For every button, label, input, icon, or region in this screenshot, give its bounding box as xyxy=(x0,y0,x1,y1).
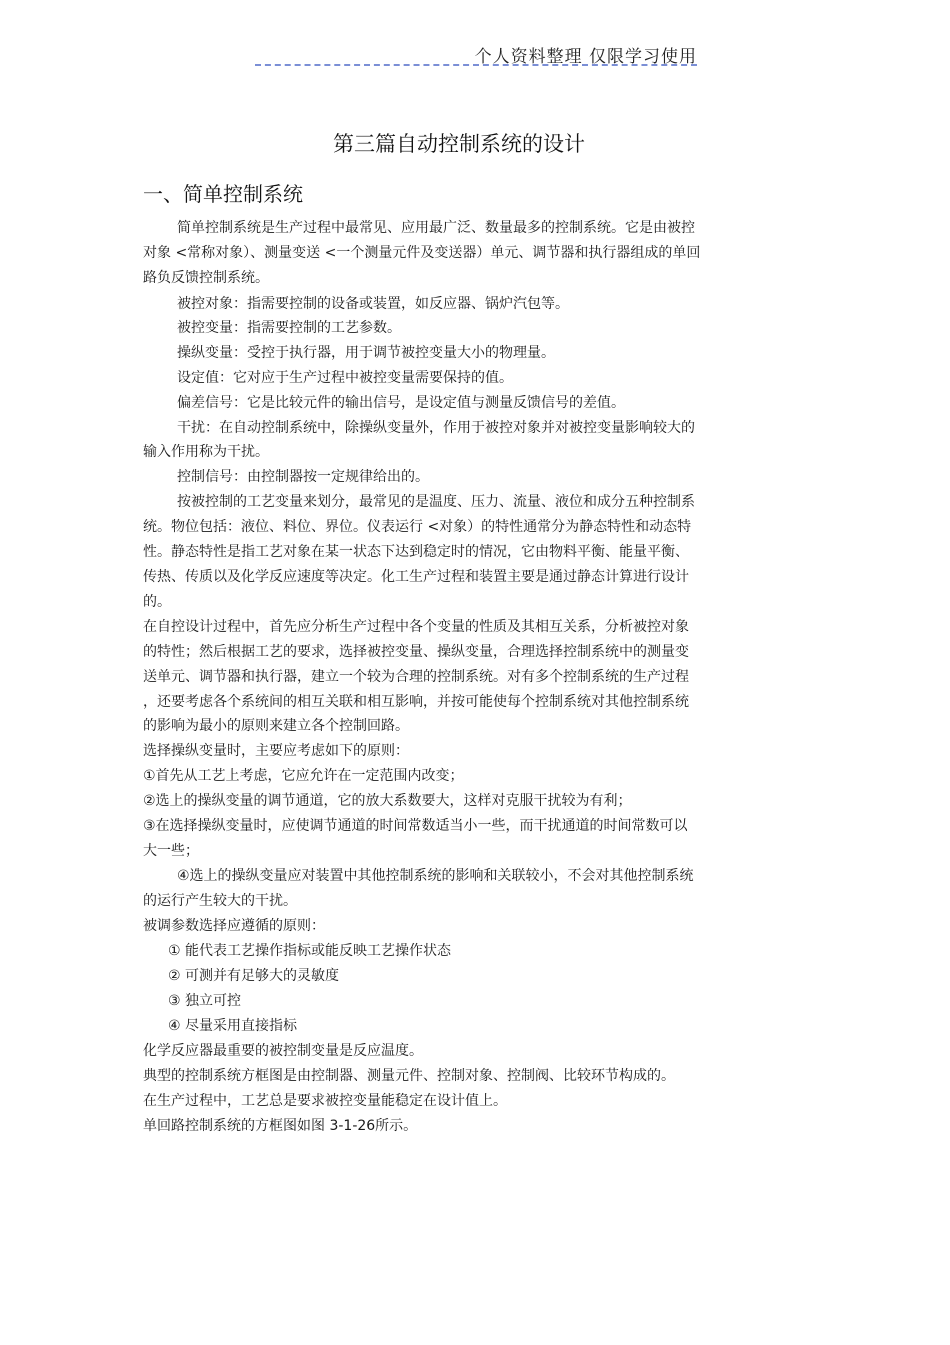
list-item: ② 可测并有足够大的灵敏度 xyxy=(168,968,340,984)
text-line: 在自控设计过程中，首先应分析生产过程中各个变量的性质及其相互关系，分析被控对象 xyxy=(143,619,689,635)
text-line: 传热、传质以及化学反应速度等决定。化工生产过程和装置主要是通过静态计算进行设计 xyxy=(143,569,689,585)
text-line: 送单元、调节器和执行器，建立一个较为合理的控制系统。对有多个控制系统的生产过程 xyxy=(143,669,689,685)
header-dashed-rule xyxy=(255,64,697,66)
text-line: 典型的控制系统方框图是由控制器、测量元件、控制对象、控制阀、比较环节构成的。 xyxy=(143,1068,675,1084)
text-line: 被控变量：指需要控制的工艺参数。 xyxy=(177,320,401,336)
text-line: 统。物位包括：液位、料位、界位。仪表运行 <对象）的特性通常分为静态特性和动态特 xyxy=(143,519,692,535)
text-line: ，还要考虑各个系统间的相互关联和相互影响，并按可能使每个控制系统对其他控制系统 xyxy=(143,694,689,710)
section-heading: 一、简单控制系统 xyxy=(143,182,303,206)
text-line: 大一些； xyxy=(143,843,199,859)
document-title: 第三篇自动控制系统的设计 xyxy=(333,132,585,156)
list-item: ③ 独立可控 xyxy=(168,993,242,1009)
text-line: 输入作用称为干扰。 xyxy=(143,444,269,460)
text-line: 对象 <常称对象）、测量变送 <一个测量元件及变送器）单元、调节器和执行器组成的单回 xyxy=(143,245,701,261)
text-line: 化学反应器最重要的被控制变量是反应温度。 xyxy=(143,1043,423,1059)
text-line: 的特性；然后根据工艺的要求，选择被控变量、操纵变量，合理选择控制系统中的测量变 xyxy=(143,644,689,660)
text-line: 选择操纵变量时，主要应考虑如下的原则： xyxy=(143,743,409,759)
text-line: ②选上的操纵变量的调节通道，它的放大系数要大，这样对克服干扰较为有利； xyxy=(143,793,632,809)
text-line: 性。静态特性是指工艺对象在某一状态下达到稳定时的情况，它由物料平衡、能量平衡、 xyxy=(143,544,689,560)
text-line: 干扰：在自动控制系统中，除操纵变量外，作用于被控对象并对被控变量影响较大的 xyxy=(177,420,695,436)
text-line: ④选上的操纵变量应对装置中其他控制系统的影响和关联较小，不会对其他控制系统 xyxy=(177,868,694,884)
text-line: 单回路控制系统的方框图如图 3-1-26所示。 xyxy=(143,1118,418,1134)
text-line: 设定值：它对应于生产过程中被控变量需要保持的值。 xyxy=(177,370,513,386)
text-line: 操纵变量：受控于执行器，用于调节被控变量大小的物理量。 xyxy=(177,345,555,361)
text-line: 按被控制的工艺变量来划分，最常见的是温度、压力、流量、液位和成分五种控制系 xyxy=(177,494,695,510)
text-line: 的运行产生较大的干扰。 xyxy=(143,893,297,909)
text-line: 在生产过程中，工艺总是要求被控变量能稳定在设计值上。 xyxy=(143,1093,507,1109)
text-line: 偏差信号：它是比较元件的输出信号，是设定值与测量反馈信号的差值。 xyxy=(177,395,625,411)
text-line: 的。 xyxy=(143,594,171,610)
text-line: 简单控制系统是生产过程中最常见、应用最广泛、数量最多的控制系统。它是由被控 xyxy=(177,220,695,236)
text-line: ③在选择操纵变量时，应使调节通道的时间常数适当小一些，而干扰通道的时间常数可以 xyxy=(143,818,688,834)
text-line: 的影响为最小的原则来建立各个控制回路。 xyxy=(143,718,409,734)
text-line: 被调参数选择应遵循的原则： xyxy=(143,918,325,934)
header-text: 个人资料整理 仅限学习使用 xyxy=(474,47,697,67)
text-line: 被控对象：指需要控制的设备或装置，如反应器、锅炉汽包等。 xyxy=(177,296,569,312)
text-line: 控制信号：由控制器按一定规律给出的。 xyxy=(177,469,429,485)
list-item: ① 能代表工艺操作指标或能反映工艺操作状态 xyxy=(168,943,451,959)
list-item: ④ 尽量采用直接指标 xyxy=(168,1018,298,1034)
text-line: 路负反馈控制系统。 xyxy=(143,270,269,286)
text-line: ①首先从工艺上考虑，它应允许在一定范围内改变； xyxy=(143,768,464,784)
